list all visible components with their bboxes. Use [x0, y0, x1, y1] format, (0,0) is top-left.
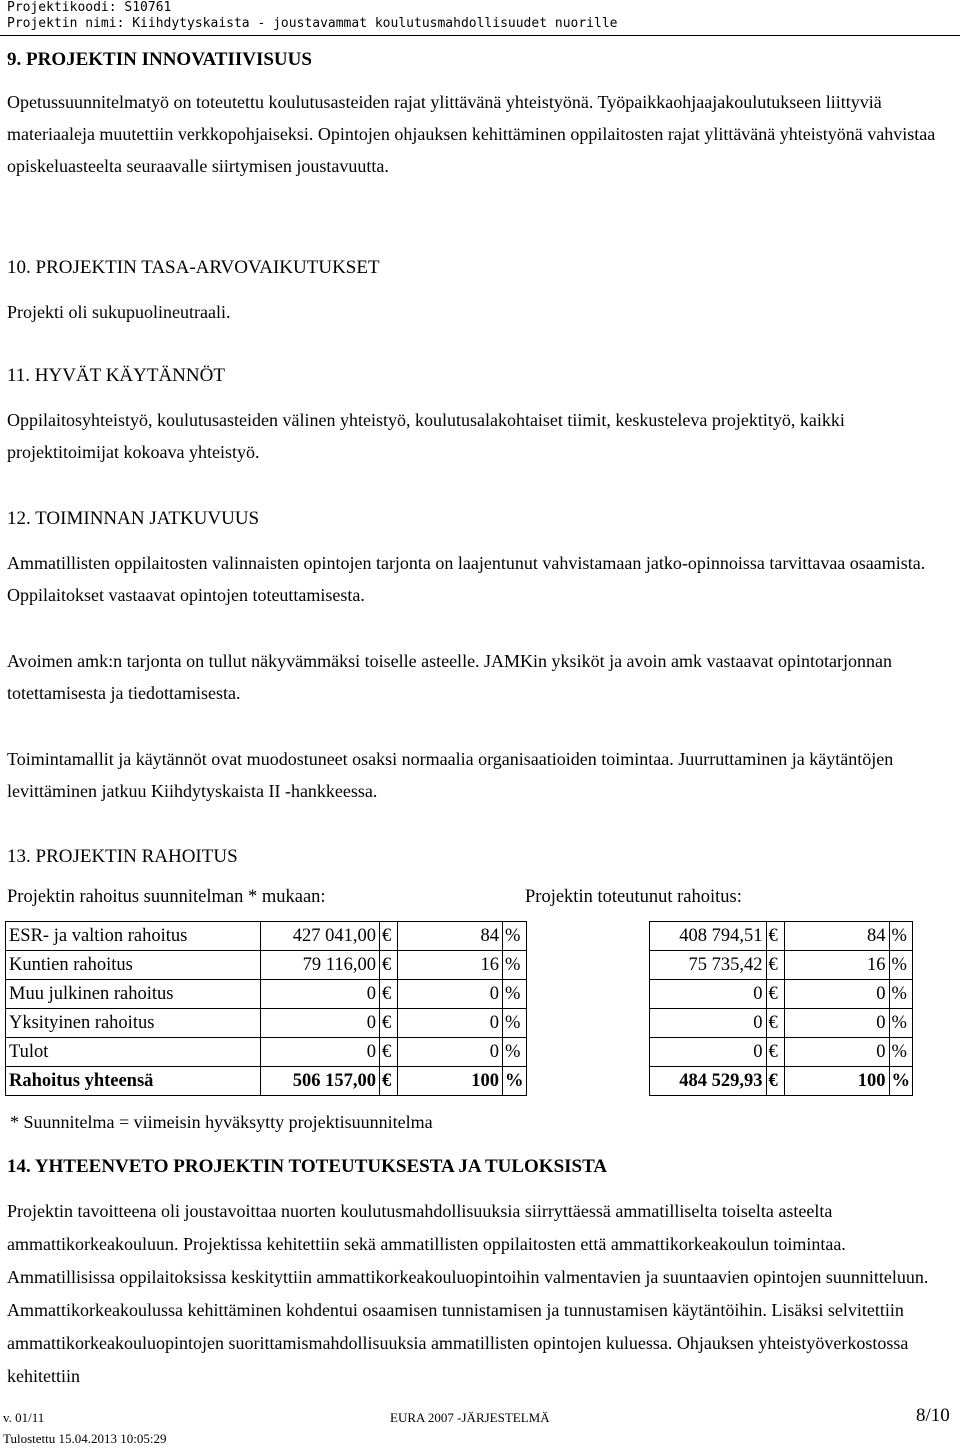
- row-label: Kuntien rahoitus: [6, 951, 261, 980]
- currency-symbol: €: [380, 1067, 398, 1096]
- table-row: [6, 1038, 913, 1067]
- actual-percent: 0: [784, 1038, 889, 1067]
- planned-percent: 0: [398, 1038, 503, 1067]
- actual-percent: 0: [784, 1009, 889, 1038]
- row-label: Rahoitus yhteensä: [6, 1067, 261, 1096]
- planned-amount: 0: [261, 1009, 380, 1038]
- column-gap: [526, 1038, 649, 1067]
- percent-symbol: %: [889, 922, 913, 951]
- actual-percent: 16: [784, 951, 889, 980]
- planned-amount: 427 041,00: [261, 922, 380, 951]
- percent-symbol: %: [889, 951, 913, 980]
- row-label: ESR- ja valtion rahoitus: [6, 922, 261, 951]
- currency-symbol: €: [380, 980, 398, 1009]
- footer-printed: Tulostettu 15.04.2013 10:05:29: [3, 1431, 167, 1446]
- actual-percent: 0: [784, 980, 889, 1009]
- planned-percent: 0: [398, 1009, 503, 1038]
- row-label: Tulot: [6, 1038, 261, 1067]
- actual-funding-title: Projektin toteutunut rahoitus:: [525, 887, 742, 907]
- percent-symbol: %: [503, 1067, 527, 1096]
- currency-symbol: €: [766, 980, 784, 1009]
- actual-amount: 0: [649, 1009, 766, 1038]
- percent-symbol: %: [503, 1038, 527, 1067]
- percent-symbol: %: [503, 951, 527, 980]
- section-11-title: 11. HYVÄT KÄYTÄNNÖT: [7, 365, 225, 386]
- currency-symbol: €: [380, 951, 398, 980]
- column-gap: [526, 951, 649, 980]
- project-code: Projektikoodi: S10761: [7, 0, 172, 15]
- planned-amount: 79 116,00: [261, 951, 380, 980]
- planned-percent: 100: [398, 1067, 503, 1096]
- currency-symbol: €: [766, 1038, 784, 1067]
- actual-amount: 484 529,93: [649, 1067, 766, 1096]
- currency-symbol: €: [380, 922, 398, 951]
- table-row: [6, 1009, 913, 1038]
- section-10-text: Projekti oli sukupuolineutraali.: [7, 302, 231, 322]
- column-gap: [526, 980, 649, 1009]
- table-row: [6, 951, 913, 980]
- planned-percent: 0: [398, 980, 503, 1009]
- section-14-text: Projektin tavoitteena oli joustavoittaa nuorten koulutusmahdollisuuksia siirryttäessä ammatilliselta toiselta asteelta ammattikorkeakouluun. Projektissa kehitettiin sekä ammatillisten oppilaitosten että ammattikorkeakoulun toimintaa. Ammatillisissa oppilaitoksissa keskityttiin ammattikorkeakouluopintoihin valmentavien ja suuntaavien opintojen suunnitteluun. Ammattikorkeakoulussa kehittäminen kohdentui osaamisen tunnistamisen ja tunnustamisen käytäntöihin. Lisäksi selvitettiin ammattikorkeakouluopintojen suorittamismahdollisuuksia ammatillisten opintojen kuluessa. Ohjauksen yhteistyöverkostossa kehitettiin: [7, 1201, 929, 1386]
- actual-amount: 75 735,42: [649, 951, 766, 980]
- section-10-title: 10. PROJEKTIN TASA-ARVOVAIKUTUKSET: [7, 257, 380, 278]
- actual-amount: 0: [649, 1038, 766, 1067]
- planned-amount: 506 157,00: [261, 1067, 380, 1096]
- percent-symbol: %: [889, 1067, 913, 1096]
- section-12-paragraph-2: Avoimen amk:n tarjonta on tullut näkyvämmäksi toiselle asteelle. JAMKin yksiköt ja avoin amk vastaavat opintotarjonnan totettamisesta ja tiedottamisesta.: [7, 651, 892, 703]
- actual-amount: 0: [649, 980, 766, 1009]
- actual-percent: 84: [784, 922, 889, 951]
- planned-amount: 0: [261, 1038, 380, 1067]
- percent-symbol: %: [889, 1009, 913, 1038]
- funding-table: [5, 921, 913, 1096]
- project-name: Projektin nimi: Kiihdytyskaista - joustavammat koulutusmahdollisuudet nuorille: [7, 16, 618, 31]
- planned-percent: 84: [398, 922, 503, 951]
- section-12-paragraph-3: Toimintamallit ja käytännöt ovat muodostuneet osaksi normaalia organisaatioiden toimintaa. Juurruttaminen ja käytäntöjen levittäminen jatkuu Kiihdytyskaista II -hankkeessa.: [7, 749, 894, 801]
- header-divider: [0, 35, 960, 36]
- currency-symbol: €: [766, 1009, 784, 1038]
- currency-symbol: €: [380, 1009, 398, 1038]
- table-row: [6, 980, 913, 1009]
- section-12-title: 12. TOIMINNAN JATKUVUUS: [7, 508, 260, 529]
- funding-footnote: * Suunnitelma = viimeisin hyväksytty projektisuunnitelma: [10, 1112, 433, 1132]
- table-row-total: [6, 1067, 913, 1096]
- currency-symbol: €: [766, 1067, 784, 1096]
- footer-system: EURA 2007 -JÄRJESTELMÄ: [390, 1410, 550, 1425]
- footer-version: v. 01/11: [3, 1410, 45, 1425]
- section-14-title: 14. YHTEENVETO PROJEKTIN TOTEUTUKSESTA JA TULOKSISTA: [7, 1156, 608, 1177]
- percent-symbol: %: [503, 1009, 527, 1038]
- table-row: [6, 922, 913, 951]
- actual-percent: 100: [784, 1067, 889, 1096]
- percent-symbol: %: [889, 980, 913, 1009]
- section-13-title: 13. PROJEKTIN RAHOITUS: [7, 846, 238, 867]
- planned-amount: 0: [261, 980, 380, 1009]
- currency-symbol: €: [380, 1038, 398, 1067]
- column-gap: [526, 1067, 649, 1096]
- section-12-paragraph-1: Ammatillisten oppilaitosten valinnaisten opintojen tarjonta on laajentunut vahvistamaan jatko-opinnoissa tarvittavaa osaamista. Oppilaitokset vastaavat opintojen toteuttamisesta.: [7, 553, 926, 605]
- section-11-text: Oppilaitosyhteistyö, koulutusasteiden välinen yhteistyö, koulutusalakohtaiset tiimit, keskusteleva projektityö, kaikki projektitoimijat kokoava yhteistyö.: [7, 410, 845, 462]
- currency-symbol: €: [766, 951, 784, 980]
- page-number: 8/10: [916, 1405, 950, 1426]
- percent-symbol: %: [503, 980, 527, 1009]
- section-9-title: 9. PROJEKTIN INNOVATIIVISUUS: [7, 49, 312, 70]
- column-gap: [526, 922, 649, 951]
- column-gap: [526, 1009, 649, 1038]
- row-label: Yksityinen rahoitus: [6, 1009, 261, 1038]
- percent-symbol: %: [889, 1038, 913, 1067]
- section-9-text: Opetussuunnitelmatyö on toteutettu koulutusasteiden rajat ylittävänä yhteistyönä. Työpaikkaohjaajakoulutukseen liittyviä materiaaleja muutettiin verkkopohjaiseksi. Opintojen ohjauksen kehittäminen oppilaitosten rajat ylittävänä yhteistyönä vahvistaa opiskeluasteelta seuraavalle siirtymisen joustavuutta.: [7, 92, 936, 176]
- percent-symbol: %: [503, 922, 527, 951]
- planned-percent: 16: [398, 951, 503, 980]
- actual-amount: 408 794,51: [649, 922, 766, 951]
- row-label: Muu julkinen rahoitus: [6, 980, 261, 1009]
- planned-funding-title: Projektin rahoitus suunnitelman * mukaan:: [7, 887, 326, 907]
- currency-symbol: €: [766, 922, 784, 951]
